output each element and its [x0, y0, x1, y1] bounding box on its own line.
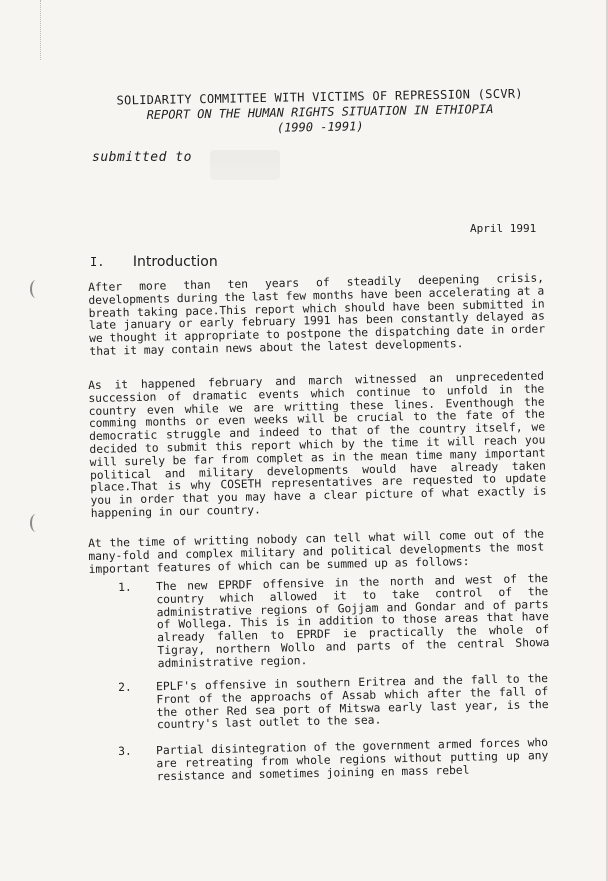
paragraph: As it happened february and march witnessed an unprecedented succession of dramatic events which continue to unfold in the country even while we are writting these lines. Eventhough the comming months or even weeks will be crucial to the fate of the democratic struggle and indeed to that of the country itself, we decided to submit this report which by the time it will reach you will surely be far from complet as in the mean time many important political and military developments would have already taken place.That is why COSETH representatives are requested to update you in order that you may have a clear picture of what exactly is happening in our country.	[87, 369, 547, 520]
list-item-text: Partial disintegration of the government armed forces who are retreating from whole regions without putting up any resistance and sometimes joining en mass rebel	[155, 735, 549, 783]
redacted-recipient	[210, 150, 280, 180]
list-item	[118, 737, 549, 784]
punch-hole	[30, 514, 42, 532]
paragraph: At the time of writting nobody can tell what will come out of the many-fold and complex military and political developments the most important features of which can be summed up as follows:	[87, 527, 545, 576]
list-item-text: The new EPRDF offensive in the north and west of the country which allowed it to take control of the administrative regions of Gojjam and Gondar and of parts of Wollega. This is in addition to those areas that have already fallen to EPRDF ie practically the whole of Tigray, northern Wollo and parts of the central Showa administrative region.	[155, 571, 550, 670]
section-title: Introduction	[132, 254, 218, 270]
organization-name: SOLIDARITY COMMITTEE WITH VICTIMS OF REPRESSION (SCVR)	[116, 86, 523, 108]
submitted-to-label: submitted to	[92, 150, 192, 165]
report-date: April 1991	[470, 222, 537, 235]
paragraph: After more than ten years of steadily deepening crisis, developments during the last few months have been accelerating at a breath taking pace.This report which should have been submitted in late january or early february 1991 has been constantly delayed as we thought it appropriate to postpone the dispatching date in order that it may contain news about the latest developments.	[87, 271, 546, 358]
report-period: (1990 -1991)	[276, 119, 364, 135]
list-item-text: EPLF's offensive in southern Eritrea and the fall to the Front of the approachs of Assab which after the fall of the other Red sea port of Mitswa early last year, is the country's last outlet to the sea.	[155, 671, 549, 732]
list-item	[118, 673, 549, 733]
section-number: I.	[90, 255, 105, 269]
page-edge-mark	[40, 0, 43, 60]
list-item-number: 3.	[117, 744, 132, 758]
document-header	[60, 85, 581, 139]
list-item-number: 1.	[117, 580, 132, 594]
list-item	[118, 573, 550, 672]
section-heading	[90, 254, 218, 270]
list-item-number: 2.	[117, 680, 132, 694]
punch-hole	[30, 280, 42, 298]
report-title: REPORT ON THE HUMAN RIGHTS SITUATION IN ETHIOPIA	[146, 101, 494, 123]
